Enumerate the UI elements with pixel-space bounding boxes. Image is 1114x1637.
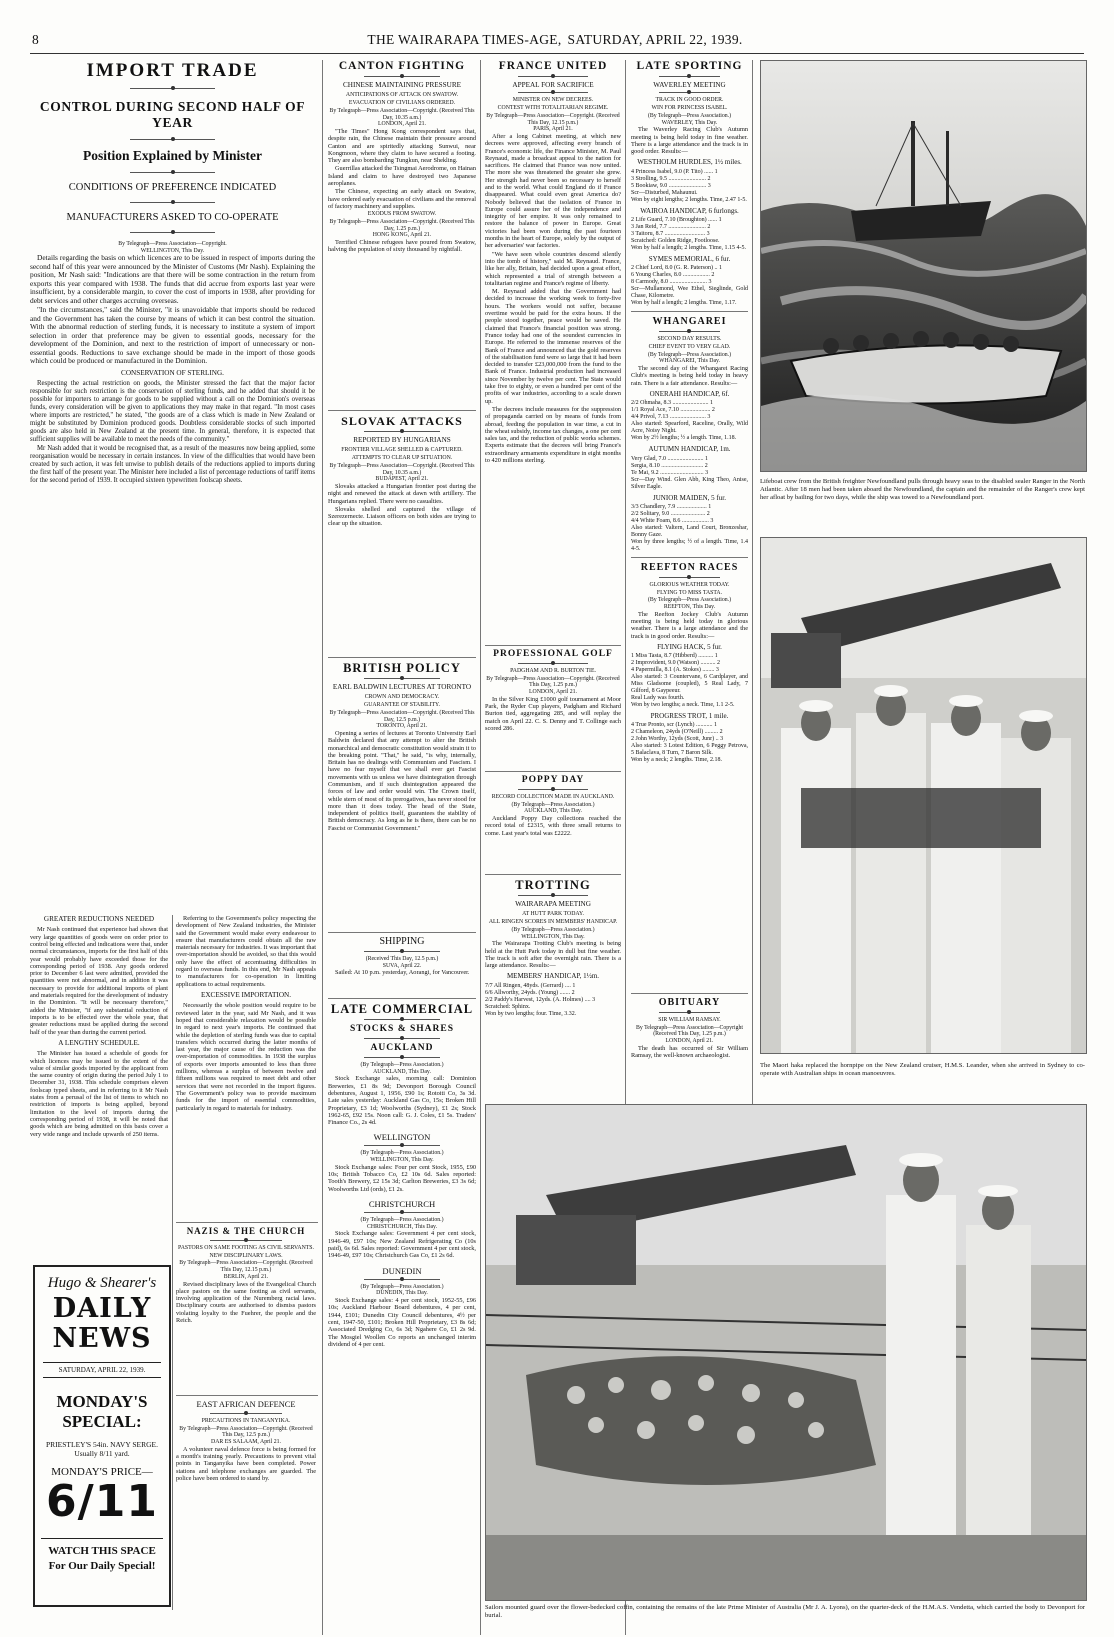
byline: By Telegraph—Press Association—Copyright. (Received This Day, 1.25 p.m.) bbox=[329, 218, 475, 232]
paragraph: The decrees include measures for the suppression of propaganda carried on by means of funds from abroad, feeding the population in war time, a cut in the wheat subsidy, income tax changes, a one per cent sales tax, and the reduction of public works schemes. Experts estimate that the decrees will bring France's extraordinary armaments expenditure in eight months to 420 millions sterling. bbox=[485, 405, 621, 464]
result-line: 2 Chief Lord, 8.0 (G. R. Paterson) .. 1 bbox=[631, 265, 722, 272]
paragraph: Terrified Chinese refugees have poured from Swatow, halving the population of sixty thousand by nightfall. bbox=[328, 239, 476, 254]
dateline: DAR ES SALAAM, April 21. bbox=[211, 1439, 281, 1446]
headline: WHANGAREI bbox=[652, 316, 727, 328]
poppy-day-article bbox=[485, 775, 621, 870]
dateline: REEFTON, This Day. bbox=[663, 604, 716, 610]
result-line: 4 Princess Isabel, 9.0 (P. Tito) ...... 1 bbox=[631, 168, 718, 175]
dateline: WAVERLEY, This Day. bbox=[661, 119, 718, 126]
import-trade-headline: IMPORT TRADE bbox=[86, 60, 259, 81]
result-line: Scratched: Sphinx. bbox=[485, 1003, 531, 1010]
byline: By Telegraph—Press Association—Copyright. (Received This Day, 12.15 p.m.) bbox=[486, 112, 620, 126]
byline: By Telegraph—Press Association—Copyright. (Received This Day, 1.25 p.m.) bbox=[486, 675, 620, 689]
headline: POPPY DAY bbox=[521, 775, 585, 785]
race-results bbox=[631, 265, 748, 307]
race-title: FLYING HACK, 5 fur. bbox=[657, 642, 722, 651]
import-trade-article bbox=[30, 60, 315, 910]
race-title: AUTUMN HANDICAP, 1m. bbox=[648, 445, 731, 454]
lifeboat-caption: Lifeboat crew from the British freighter Newfoundland pulls through heavy seas to the disabled sealer Ranger in the North Atlantic. After 18 men had been taken aboard the Newfoundland, the captain and the remainder of the Ranger's crew kept her afloat by bailing for two days, while the ship was towed to a Newfoundland port. bbox=[760, 478, 1085, 501]
import-trade-cont-right bbox=[176, 915, 316, 1215]
paragraph: Referring to the Government's policy respecting the development of New Zealand industries, the Minister said the Government would make every endeavour to ensure that manufacturers could obtain all the raw materials necessary for industries. It was important that over-importation should be avoided, so that this would only have the effect of accentuating difficulties in regard to overseas funds. In this end, Mr Nash appeals to manufacturers for co-operation in limiting applications to actual requirements. bbox=[176, 915, 316, 988]
paragraph: "The Times" Hong Kong correspondent says that, despite rain, the Chinese maintain their pressure around Canton and are spiritedly attacking Sunwui, near Kongmoon, where they claim to have secured a footing. They are also bombarding Tungkun, near Shekling. bbox=[328, 127, 476, 165]
paragraph: Respecting the actual restriction on goods, the Minister stressed the fact that the major factor responsible for such restriction is the conservation of sterling funds, and he added that should it be possible for importers to arrange for goods to be supplied without a call on the Dominion's overseas funds, every consideration will be given to applications they may make in that regard. "In most cases where imports are restricted," he stated, "the goods are of a class which is made in New Zealand or might be substituted by Dominion produced goods. Doubtless considerable stocks of such imported goods are also held in New Zealand at the present time. In general, therefore, it is expected that sufficient supplies will be available to meet the needs of the community." bbox=[30, 380, 315, 444]
paragraph: In the Silver King £1000 golf tournament at Moor Park, the Ryder Cup players, Padgham and Richard Burton tied, aggregating 285, and will replay the match on April 22. C. S. Denny and T. Collinge each scored 286. bbox=[485, 695, 621, 732]
result-line: 7/7 All Ringen, 48yds. (Gerrard) .... 1 bbox=[485, 982, 576, 989]
byline: (By Telegraph—Press Association.) bbox=[360, 1062, 444, 1068]
result-line: 3 Taitoru, 8.7 ........................... 3 bbox=[631, 231, 710, 237]
result-line: 4/4 Privol, 7.13 ........................ 3 bbox=[631, 414, 711, 421]
race-title: WAIROA HANDICAP, 6 furlongs. bbox=[640, 206, 739, 215]
subhead: APPEAL FOR SACRIFICE bbox=[512, 81, 594, 89]
dateline: LONDON, April 21. bbox=[378, 121, 426, 128]
result-line: 1 Miss Tasta, 8.7 (Hibberd) .......... 1 bbox=[631, 653, 718, 660]
import-trade-deck: CONTROL DURING SECOND HALF OF YEAR bbox=[39, 99, 306, 130]
subhead: MINISTER ON NEW DECREES. bbox=[512, 97, 594, 104]
market-head: CHRISTCHURCH bbox=[368, 1199, 436, 1210]
byline: By Telegraph—Press Association—Copyright (Received This Day, 1.25 p.m.) bbox=[635, 1024, 744, 1038]
byline: (By Telegraph—Press Association.) bbox=[647, 351, 732, 358]
result-line: Won by 2½ lengths; ½ a length. Time, 1.18. bbox=[631, 435, 737, 442]
vendetta-caption: Sailors mounted guard over the flower-bedecked coffin, containing the remains of the late Prime Minister of Australia (Mr J. A. Lyons), on the quarter-deck of the H.M.A.S. Vendetta, which carried the body to Devonport for burial. bbox=[485, 1604, 1085, 1619]
race-results bbox=[631, 217, 748, 252]
dateline: WELLINGTON, This Day. bbox=[370, 1157, 434, 1164]
paragraph: "In the circumstances," said the Minister, "it is unavoidable that imports should be reduced and the Government has taken the course by means of which it can best control the situation. With the abnormal reduction of sterling funds, it is necessary to institute a system of import selection in order that preference may be given to essential goods, necessary for the development of the Dominion, and next to the restriction of import of unnecessary or non-essential goods. Reductions to save exchange should be made in the import of those goods which could be produced or manufactured in the Dominion. bbox=[30, 305, 315, 366]
subhead: FRONTIER VILLAGE SHELLED & CAPTURED. bbox=[341, 447, 463, 454]
race-title: PROGRESS TROT, 1 mile. bbox=[650, 712, 729, 721]
race-results bbox=[631, 400, 748, 442]
lifeboat-image bbox=[761, 61, 1086, 471]
subhead: NEW DISCIPLINARY LAWS. bbox=[209, 1252, 283, 1259]
race-title: WESTHOLM HURDLES, 1½ miles. bbox=[637, 158, 742, 167]
result-line: 5 Bookiaw, 9.0 ......................... 3 bbox=[631, 182, 711, 189]
paragraph: Stock Exchange sales: 4 per cent stock, 1952-55, £96 10s; Auckland Harbour Board debentures, 4 per cent, 1944, £101; Dunedin City Council debentures, 4½ per cent, 1947-50, £101; Broken Hill Proprietary, £3 8s 6d; Associated Dredging Co, 6s 3d; Ngahere Co, £1 2s 9d. The Mosgiel Woollen Co reports an unchanged interim dividend of 4 per cent. bbox=[328, 1297, 476, 1348]
subhead: CONTEST WITH TOTALITARIAN REGIME. bbox=[497, 105, 609, 112]
subhead: ANTICIPATIONS OF ATTACK ON SWATOW. bbox=[345, 92, 459, 99]
result-line: 2 Improvident, 9.0 (Watson) .......... 2 bbox=[631, 660, 721, 667]
advert-price: 6/11 bbox=[46, 1476, 158, 1527]
subhead: PRECAUTIONS IN TANGANYIKA. bbox=[201, 1418, 291, 1424]
dateline: BERLIN, April 21. bbox=[223, 1273, 269, 1280]
import-trade-cont-left bbox=[30, 915, 168, 1255]
result-line: Sergia, 8.10 ............................ 2 bbox=[631, 462, 708, 469]
subhead: EARL BALDWIN LECTURES AT TORONTO bbox=[332, 683, 472, 691]
headline: FRANCE UNITED bbox=[498, 60, 608, 72]
byline: (By Telegraph—Press Association.) bbox=[360, 1217, 444, 1224]
import-trade-kicker-1: CONDITIONS OF PREFERENCE INDICATED bbox=[68, 182, 277, 193]
haka-photo bbox=[760, 537, 1087, 1054]
subhead: WAIRARAPA MEETING bbox=[515, 900, 591, 908]
result-line: 2 John Worthy, 12yds (Scott, Junr) .. 3 bbox=[631, 736, 724, 743]
result-line: 6/6 Allworthy, 24yds. (Young) ....... 2 bbox=[485, 989, 575, 996]
subhead: GLORIOUS WEATHER TODAY. bbox=[649, 581, 730, 588]
result-line: 2/2 Solitary, 9.0 ....................... 2 bbox=[631, 510, 710, 517]
dateline: LONDON, April 21. bbox=[665, 1038, 714, 1045]
paragraph: Mr Nash added that it would be recognised that, as a result of the measures now being applied, some reorganisation would be necessary in certain instances. In view of the difficulties that would have been created by such action, it was felt unwise to publish details of the reductions applied to imports during the first half of the present year. The Minister here included a list of percentage reductions of tariff items for the second period of 1939. It occupied sixteen typewritten foolscap sheets. bbox=[30, 445, 315, 485]
section-subhead: A LENGTHY SCHEDULE. bbox=[58, 1038, 140, 1047]
canton-article bbox=[328, 60, 476, 408]
result-line: Also started: 3 Lotest Edition, 6 Peggy Petrova, 5 Balaclava, 8 Turn, 7 Baron Silk. bbox=[631, 743, 748, 757]
nazis-church-article bbox=[176, 1226, 316, 1391]
dateline: LONDON, April 21. bbox=[529, 689, 577, 696]
result-line: 3/3 Chandlery, 7.9 .................... 1 bbox=[631, 503, 712, 510]
result-line: 4 Papermilla, 8.1 (A. Stokes) ........ 3 bbox=[631, 667, 719, 674]
result-line: 1/1 Royal Ace, 7.10 .................... 2 bbox=[631, 407, 715, 414]
market-head: DUNEDIN bbox=[382, 1265, 422, 1276]
race-results bbox=[485, 983, 621, 1018]
paragraph: Revised disciplinary laws of the Evangelical Church place pastors on the same footing as civil servants, involving application of the Nuremberg racial laws. Disciplinary courts are authorised to dismiss pastors violating loyalty to the Fuehrer, the people and the Reich. bbox=[176, 1280, 316, 1324]
issue-date: SATURDAY, APRIL 22, 1939. bbox=[567, 32, 743, 47]
byline: By Telegraph—Press Association—Copyright. bbox=[118, 241, 227, 247]
paragraph: Guerrillas attacked the Tsingmai Aerodrome, on Hainan Island and claim to have destroyed two Japanese aeroplanes. bbox=[328, 165, 476, 187]
race-results bbox=[631, 169, 748, 204]
subhead: AT HUTT PARK TODAY. bbox=[522, 911, 584, 918]
byline: By Telegraph—Press Association—Copyright. (Received This Day, 12.15 p.m.) bbox=[179, 1260, 313, 1274]
obituary-article bbox=[631, 997, 748, 1072]
subhead: SIR WILLIAM RAMSAY. bbox=[658, 1017, 721, 1023]
dateline: WELLINGTON, This Day. bbox=[521, 933, 585, 940]
result-line: Scr—Mullamond, Wee Ethel, Sieglinde, Gold Chase, Kilometre. bbox=[631, 286, 748, 300]
headline: SHIPPING bbox=[379, 936, 425, 947]
dateline: PARIS, April 21. bbox=[533, 126, 573, 133]
paragraph: Stock Exchange sales: Government 4 per cent stock, 1946-49, £97 10s; New Zealand Refrigerating Co (10s paid), 6s 6d. Sales reported: Government 4 per cent stock, 1946-49, £97 10s; Christchurch Gas Co, £1 2s 6d. bbox=[328, 1230, 476, 1260]
advert-title: DAILY NEWS bbox=[52, 1293, 152, 1354]
subhead: GUARANTEE OF STABILITY. bbox=[364, 702, 440, 709]
paragraph: Slovaks shelled and captured the village of Szerezernecte. Liaison officers on both sides are trying to clear up the situation. bbox=[328, 505, 476, 528]
market-head: AUCKLAND bbox=[370, 1043, 434, 1053]
subhead: PADGHAM AND R. BURTON TIE. bbox=[510, 668, 596, 674]
paragraph: Details regarding the basis on which licences are to be issued in respect of imports during the second half of this year were announced by the Minister of Customs (Mr Nash). Explaining the position, Mr Nash said: "Indications are that there will be some contraction in the return from exports this year compared with 1938. The funds that did accrue from exports last year were insufficient, by a considerable margin, to cover the cost of imports in 1938, after providing for debt services and other charges accruing overseas. bbox=[30, 253, 315, 305]
masthead bbox=[30, 30, 1080, 50]
late-sporting-article bbox=[631, 60, 748, 990]
subhead: EVACUATION OF CIVILIANS ORDERED. bbox=[348, 100, 456, 107]
import-trade-subhead: Position Explained by Minister bbox=[83, 148, 262, 163]
paragraph: The death has occurred of Sir William Ramsay, the well-known archaeologist. bbox=[631, 1044, 748, 1060]
paragraph: The Reefton Jockey Club's Autumn meeting is being held today in glorious weather. There is a large attendance and the track is in good order. Results:— bbox=[631, 610, 748, 640]
result-line: 4 True Pronto, scr (Lynch) ........... 1 bbox=[631, 722, 717, 729]
slovak-article bbox=[328, 414, 476, 654]
result-line: Real Lady was fourth. bbox=[631, 695, 685, 702]
paragraph: Mr Nash continued that experience had shown that very large quantities of goods were on order prior to control being effected and indications were that, under normal circumstances, imports for the first half of this year would probably have exceeded those for the corresponding period of 1938. Any goods ordered prior to December 6 last were admitted, provided the quantities were not abnormal, and in addition it was necessary to provide for additional imports of plant and materials required for the development of industry in the Dominion. "It will be necessary therefore," added the Minister, "if any substantial reduction of imports is to be effected over the whole year, that greater reductions must be applied during the second half of the year than during the current period. bbox=[30, 926, 168, 1036]
byline: By Telegraph—Press Association—Copyright. (Received This Day, 10.35 a.m.) bbox=[329, 107, 475, 121]
race-title: ONERAHI HANDICAP, 6f. bbox=[649, 390, 730, 398]
byline: (By Telegraph—Press Association.) bbox=[647, 112, 732, 119]
result-line: Also started: Valtern, Land Court, Bronzeshar, Bonny Gaze. bbox=[631, 524, 748, 538]
paragraph: Stock Exchange sales: Four per cent Stock, 1955, £90 10s; British Tobacco Co, £2 10s 6d. Sales reported: Tooth's Brewery, £2 15s 3d; Carlton Breweries, £3 3s 6d; Woolworths Ltd (ords), £1 2s. bbox=[328, 1163, 476, 1193]
paragraph: "We have seen whole countries descend silently into the tomb of history," said M. Reynaud. France, like her ally, Britain, had decided upon a great effort, which represented a trial of strength between a totalitarian regime and France's regime of liberty. bbox=[485, 250, 621, 287]
import-trade-kicker-2: MANUFACTURERS ASKED TO CO-OPERATE bbox=[66, 212, 279, 223]
dateline: TORONTO, April 21. bbox=[376, 723, 428, 730]
paragraph: The Waverley Racing Club's Autumn meeting is being held today in fine weather. There is a large attendance and the track is in good order. Results:— bbox=[631, 126, 748, 156]
result-line: 4/4 White Foam, 8.6 .................. 3 bbox=[631, 517, 714, 524]
byline: By Telegraph—Press Association—Copyright. (Received This Day, 12.5 p.m.) bbox=[179, 1425, 313, 1439]
byline: (By Telegraph—Press Association.) bbox=[360, 1283, 444, 1290]
advert-item: PRIESTLEY'S 54in. NAVY SERGE. Usually 8/11 yard. bbox=[46, 1440, 158, 1458]
paragraph: The second day of the Whangarei Racing Club's meeting is being held today in heavy rain. There is a fair attendance. Results:— bbox=[631, 365, 748, 387]
haka-image bbox=[761, 538, 1086, 1053]
headline: TROTTING bbox=[515, 878, 591, 892]
dateline: WHANGAREI, This Day. bbox=[658, 358, 721, 365]
result-line: Won by three lengths; ½ of a length. Time, 1.4 4-5. bbox=[631, 538, 748, 552]
dateline: SUVA, April 22. bbox=[382, 962, 422, 969]
headline: SLOVAK ATTACKS bbox=[341, 414, 463, 428]
dateline: DUNEDIN, This Day. bbox=[376, 1290, 428, 1297]
result-line: 6 Young Charles, 8.0 .................. 2 bbox=[631, 272, 715, 279]
paragraph: After a long Cabinet meeting, at which new decrees were approved, affecting every branch of France's economic life, the Finance Minister, M. Paul Reynaud, made a broadcast appeal to the nation for sacrifices. He claimed that France was now united. The more she was threatened the greater she grew. Her strength had never been so necessary to herself and to the world. What could England do if France disappeared. What could even great America do? Nobody believed that the isolation of France in Europe could assure her of the independence and integrity of her empire. It was only remained to restore the balance of power in Europe. Great victories had been won during the past fourteen months in the heart of Europe, solely by the output of her adversaries' war factories. bbox=[485, 132, 621, 250]
headline: PROFESSIONAL GOLF bbox=[493, 649, 613, 659]
page-number: 8 bbox=[32, 32, 40, 47]
headline: EAST AFRICAN DEFENCE bbox=[196, 1400, 296, 1409]
dateline: AUCKLAND, This Day. bbox=[373, 1068, 431, 1075]
result-line: Won by half a length; 2 lengths. Time, 1.15 4-5. bbox=[631, 245, 747, 251]
paragraph: Opening a series of lectures at Toronto University Earl Baldwin declared that any attempt to alter the British monarchical and democratic constitution would strain it to the breaking point. "That," he said, "is why, internally, Britain has no dealings with Communism and Fascism. I have no fear myself that we shall ever get Fascist movements with us unless we have disintegration through Communism, and if such disintegration appeared the forces of law and order would win. The Crown itself, while stern of most of its prerogatives, has never stood for more than it does today. The head of the State, independent of politics itself, guarantees the stability of British democracy. As long as he is there, there can be no Fascist or Communist Government." bbox=[328, 729, 476, 832]
byline: (By Telegraph—Press Association.) bbox=[647, 597, 732, 604]
result-line: Scr—Day Wind. Glen Abb, King Theo, Anise, Silver Eagle. bbox=[631, 476, 748, 490]
trotting-article bbox=[485, 878, 621, 1058]
result-line: 2/2 Paddy's Harvest, 12yds. (A. Holmes) .... 3 bbox=[485, 996, 596, 1003]
section-subhead: CONSERVATION OF STERLING. bbox=[121, 368, 224, 377]
dateline: AUCKLAND, This Day. bbox=[524, 808, 582, 815]
result-line: 2 Chameleon, 24yds (O'Neill) ......... 2 bbox=[631, 729, 723, 736]
result-line: Won by two lengths; four. Time, 3.32. bbox=[485, 1010, 577, 1017]
byline: (By Telegraph—Press Association.) bbox=[511, 926, 595, 933]
golf-article bbox=[485, 649, 621, 767]
subhead: WAVERLEY MEETING bbox=[653, 81, 726, 89]
paragraph: M. Reynaud added that the Government had decided to increase the working week to forty-five hours. The workers would not suffer, because overtime would be paid for the extra hours. If the people stood together, peace would be saved. He claimed that France's financial position was strong. France today had one of the soundest currencies in Europe. He referred to the immense reserves of the Bank of France and announced that the gold reserves of the stabilisation fund were so large that it had been decided to transfer £23,000,000 from the fund to the Bank of France. Industrial production had increased since November by twelve per cent. The State would take five to eighty, or even a hundred per cent of the profits of war industries, according to a scale drawn up. bbox=[485, 288, 621, 405]
headline: LATE SPORTING bbox=[636, 60, 743, 72]
advert-watch: WATCH THIS SPACE bbox=[41, 1538, 163, 1557]
subhead: WIN FOR PRINCESS ISABEL. bbox=[651, 105, 728, 112]
result-line: Very Glad, 7.0 ........................ 1 bbox=[631, 455, 708, 462]
subhead: RECORD COLLECTION MADE IN AUCKLAND. bbox=[491, 794, 615, 800]
advert-price-label: MONDAY'S PRICE— bbox=[51, 1466, 153, 1478]
subhead: SECOND DAY RESULTS. bbox=[657, 336, 722, 343]
paragraph: The Wairarapa Trotting Club's meeting is being held at the Hutt Park today in dull but fine weather. The track is soft after the overnight rain. There is a large attendance. Results:— bbox=[485, 940, 621, 970]
subhead: PASTORS ON SAME FOOTING AS CIVIL SERVANTS. bbox=[178, 1245, 314, 1251]
result-line: 3 Strolling, 9.5 ......................... 2 bbox=[631, 175, 711, 182]
headline: NAZIS & THE CHURCH bbox=[186, 1226, 306, 1236]
subhead: CHIEF EVENT TO VERY GLAD. bbox=[648, 344, 731, 350]
section-subhead: EXCESSIVE IMPORTATION. bbox=[200, 990, 292, 999]
headline: REEFTON RACES bbox=[640, 561, 739, 573]
result-line: Also started: 3 Countervane, 6 Cardplayer, and Miss Gladsome (coupled), 5 Real Lady, 7 Gilford, 8 Gaypeeur. bbox=[631, 674, 748, 695]
dateline: WELLINGTON, This Day. bbox=[140, 247, 205, 254]
section-subhead: GREATER REDUCTIONS NEEDED bbox=[43, 915, 155, 923]
result-line: Won by two lengths; a neck. Time, 1.1 2-5. bbox=[631, 702, 735, 709]
dateline: BUDAPEST, April 21. bbox=[375, 476, 429, 483]
dateline: CHRISTCHURCH, This Day. bbox=[366, 1223, 438, 1230]
subhead: CHINESE MAINTAINING PRESSURE bbox=[342, 81, 462, 89]
paragraph: Auckland Poppy Day collections reached the record total of £2315, with three small returns to come. Last year's total was £2222. bbox=[485, 815, 621, 837]
result-line: Won by a neck; 2 lengths. Time, 2.18. bbox=[631, 757, 723, 764]
advert-special: MONDAY'S SPECIAL: bbox=[56, 1392, 148, 1431]
advertiser-name: Hugo & Shearer's bbox=[47, 1275, 157, 1291]
paper-name: THE WAIRARAPA TIMES-AGE, bbox=[367, 32, 562, 47]
subhead: FLYING TO MISS TASTA. bbox=[656, 589, 723, 596]
result-line: 3 Jan Reid, 7.7 ......................... 2 bbox=[631, 224, 711, 230]
result-line: Also started: Spearford, Raceline, Orally, Wild Acre, Noisy Night. bbox=[631, 421, 748, 435]
shipping-article bbox=[328, 936, 476, 994]
british-policy-article bbox=[328, 661, 476, 929]
race-results bbox=[631, 504, 748, 553]
race-title: JUNIOR MAIDEN, 5 fur. bbox=[653, 493, 726, 502]
result-line: Scr—Disturbed, Mahaunui. bbox=[631, 189, 698, 196]
paragraph: Slovaks attacked a Hungarian frontier post during the night and renewed the attack at dawn with artillery. The Hungarians replied. There were no casualties. bbox=[328, 482, 476, 505]
haka-caption: The Maori haka replaced the hornpipe on the New Zealand cruiser, H.M.S. Leander, when she arrived in Sydney to co-operate with Australian ships in ocean manoeuvres. bbox=[760, 1062, 1085, 1077]
paragraph: A volunteer naval defence force is being formed for a month's training yearly. Precautions to prevent vital points in Tanganyika have been completed. Power stations and telephone exchanges are guarded. The police have been ordered to stand by. bbox=[176, 1445, 316, 1482]
subhead: ALL RINGEN SCORES IN MEMBERS' HANDICAP. bbox=[488, 919, 618, 926]
paragraph: Sailed: At 10 p.m. yesterday, Aorangi, for Vancouver. bbox=[335, 969, 470, 977]
dateline: HONG KONG, April 21. bbox=[372, 232, 432, 239]
result-line: 2/2 Ohmaha, 8.3 ........................ 1 bbox=[631, 400, 713, 407]
result-line: Won by half a length; 2 lengths. Time, 1.17. bbox=[631, 300, 737, 307]
race-results bbox=[631, 456, 748, 491]
lifeboat-photo bbox=[760, 60, 1087, 472]
subhead: EXODUS FROM SWATOW. bbox=[367, 211, 437, 218]
byline: (By Telegraph—Press Association.) bbox=[360, 1150, 444, 1157]
paragraph: Stock Exchange sales, morning call: Dominion Breweries, £1 8s 9d; Devonport Borough Council debentures, August 1, 1956, £90 1s; Rotoiti Co, 3s 3d. Late sales yesterday: Auckland Gas Co, 15s; Broken Hill Proprietary, £3 1d; Woolworths (Sydney), £1 2s; Stock 1962-65, £92 15s. Noon call: G. J. Coles, £1 5s. Traders' Finance Co., 2s 4d. bbox=[328, 1075, 476, 1127]
byline: By Telegraph—Press Association—Copyright. (Received This Day, 10.35 a.m.) bbox=[329, 462, 475, 476]
france-article bbox=[485, 60, 621, 640]
race-title: SYMES MEMORIAL, 6 fur. bbox=[648, 255, 731, 263]
east-african-article bbox=[176, 1400, 316, 1605]
late-commercial-article bbox=[328, 1002, 476, 1610]
subhead: TRACK IN GOOD ORDER. bbox=[655, 97, 724, 104]
race-results bbox=[631, 722, 748, 764]
race-title: MEMBERS' HANDICAP, 1½m. bbox=[506, 972, 600, 981]
advert-daily: For Our Daily Special! bbox=[48, 1560, 156, 1572]
byline: (Received This Day, 12.5 p.m.) bbox=[365, 956, 439, 962]
result-line: Te Mai, 9.2 ............................. 3 bbox=[631, 469, 709, 476]
vendetta-photo bbox=[485, 1104, 1087, 1601]
result-line: Scratched: Golden Ridge, Footloose. bbox=[631, 238, 720, 244]
headline: BRITISH POLICY bbox=[343, 661, 461, 675]
subhead: REPORTED BY HUNGARIANS bbox=[353, 436, 451, 444]
headline: LATE COMMERCIAL bbox=[330, 1002, 474, 1016]
vendetta-image bbox=[486, 1105, 1086, 1600]
paragraph: Necessarily the whole position would require to be reviewed later in the year, said Mr Nash, and it was hoped that considerable relaxation would be possible in regard to next year's imports. He continued that while the depletion of sterling funds was due to capital transfers which occurred during the latter months of last year, the major cause of the reduction was the over-importation of commodities. In 1938 the surplus of exports over imports amounted to less than three millions, whereas a surplus of between twelve and fifteen millions was required to meet debt and other services that were not recorded in the import figures. The Government's policy was to provide maximum funds for the import of essential commodities, particularly in regard to materials for industry. bbox=[176, 1002, 316, 1112]
paragraph: The Minister has issued a schedule of goods for which licences may be issued to the extent of the value of similar goods imported by the applicant from the same country of origin during the period July 1 to December 31, 1938. This schedule comprises eleven foolscap typed sheets, and in referring to it Mr Nash states from a perusal of the list of items to which no restriction of imports is being applied, beyond limitation to the level of imports during the corresponding period of 1938, it will be noted that goods which are being admitted on this basis cover a very wide range and include upwards of 250 items. bbox=[30, 1050, 168, 1138]
paragraph: The Chinese, expecting an early attack on Swatow, have ordered early evacuation of civilians and the removal of factory machinery and supplies. bbox=[328, 188, 476, 210]
byline: (By Telegraph—Press Association.) bbox=[511, 801, 595, 808]
result-line: Won by eight lengths; 2 lengths. Time, 2.47 1-5. bbox=[631, 196, 747, 203]
result-line: 2 Life Guard, 7.10 (Broughton) ...... 1 bbox=[631, 217, 722, 223]
headline: CANTON FIGHTING bbox=[338, 60, 466, 72]
subhead: CROWN AND DEMOCRACY. bbox=[364, 694, 440, 701]
advert-date: SATURDAY, APRIL 22, 1939. bbox=[43, 1362, 161, 1378]
headline: OBITUARY bbox=[658, 997, 721, 1008]
race-results bbox=[631, 653, 748, 709]
market-head: WELLINGTON bbox=[373, 1132, 431, 1143]
result-line: 8 Carmody, 8.0 ......................... 3 bbox=[631, 279, 712, 286]
masthead-title bbox=[30, 32, 1080, 48]
daily-news-advert bbox=[33, 1265, 171, 1607]
byline: By Telegraph—Press Association—Copyright. (Received This Day, 12.5 p.m.) bbox=[329, 709, 475, 723]
subhead: ATTEMPTS TO CLEAR UP SITUATION. bbox=[351, 455, 453, 462]
subhead: STOCKS & SHARES bbox=[349, 1024, 455, 1034]
